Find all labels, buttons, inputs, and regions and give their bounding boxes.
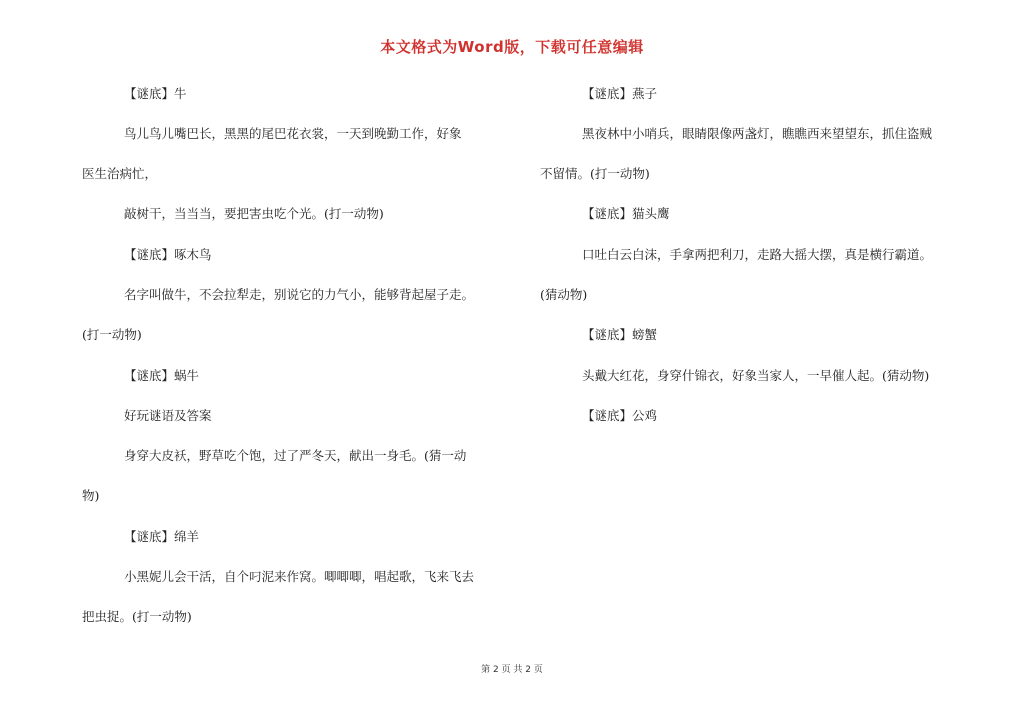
answer-line: 【谜底】螃蟹 <box>582 327 658 342</box>
riddle-line: (猜动物) <box>540 287 588 302</box>
word-format-banner: 本文格式为Word版，下载可任意编辑 <box>380 38 644 56</box>
riddle-line: 医生治病忙， <box>82 166 158 181</box>
riddle-line: 黑夜林中小哨兵，眼睛限像两盏灯，瞧瞧西来望望东，抓住盗贼 <box>582 126 933 141</box>
riddle-line: 名字叫做牛，不会拉犁走，别说它的力气小，能够背起屋子走。 <box>124 287 475 302</box>
riddle-line: (打一动物) <box>82 327 142 342</box>
riddle-line: 把虫捉。(打一动物) <box>82 609 192 624</box>
answer-line: 【谜底】蜗牛 <box>124 368 200 383</box>
answer-line: 【谜底】牛 <box>124 86 187 101</box>
section-heading: 好玩谜语及答案 <box>124 408 212 423</box>
riddle-line: 敲树干，当当当，要把害虫吃个光。(打一动物) <box>124 206 384 221</box>
riddle-line: 小黑妮儿会干活，自个叼泥来作窝。唧唧唧，唱起歌，飞来飞去 <box>124 569 475 584</box>
answer-line: 【谜底】燕子 <box>582 86 658 101</box>
answer-line: 【谜底】公鸡 <box>582 408 658 423</box>
riddle-line: 不留情。(打一动物) <box>540 166 650 181</box>
page-number: 第 2 页 共 2 页 <box>481 665 543 675</box>
answer-line: 【谜底】猫头鹰 <box>582 206 670 221</box>
riddle-line: 鸟儿鸟儿嘴巴长，黑黑的尾巴花衣裳，一天到晚勤工作，好象 <box>124 126 462 141</box>
riddle-line: 头戴大红花，身穿什锦衣，好象当家人，一早催人起。(猜动物) <box>582 368 930 383</box>
answer-line: 【谜底】啄木鸟 <box>124 247 212 262</box>
riddle-line: 物) <box>82 488 100 503</box>
riddle-line: 身穿大皮袄，野草吃个饱，过了严冬天，献出一身毛。(猜一动 <box>124 448 467 463</box>
answer-line: 【谜底】绵羊 <box>124 529 200 544</box>
riddle-line: 口吐白云白沫，手拿两把利刀，走路大摇大摆，真是横行霸道。 <box>582 247 933 262</box>
